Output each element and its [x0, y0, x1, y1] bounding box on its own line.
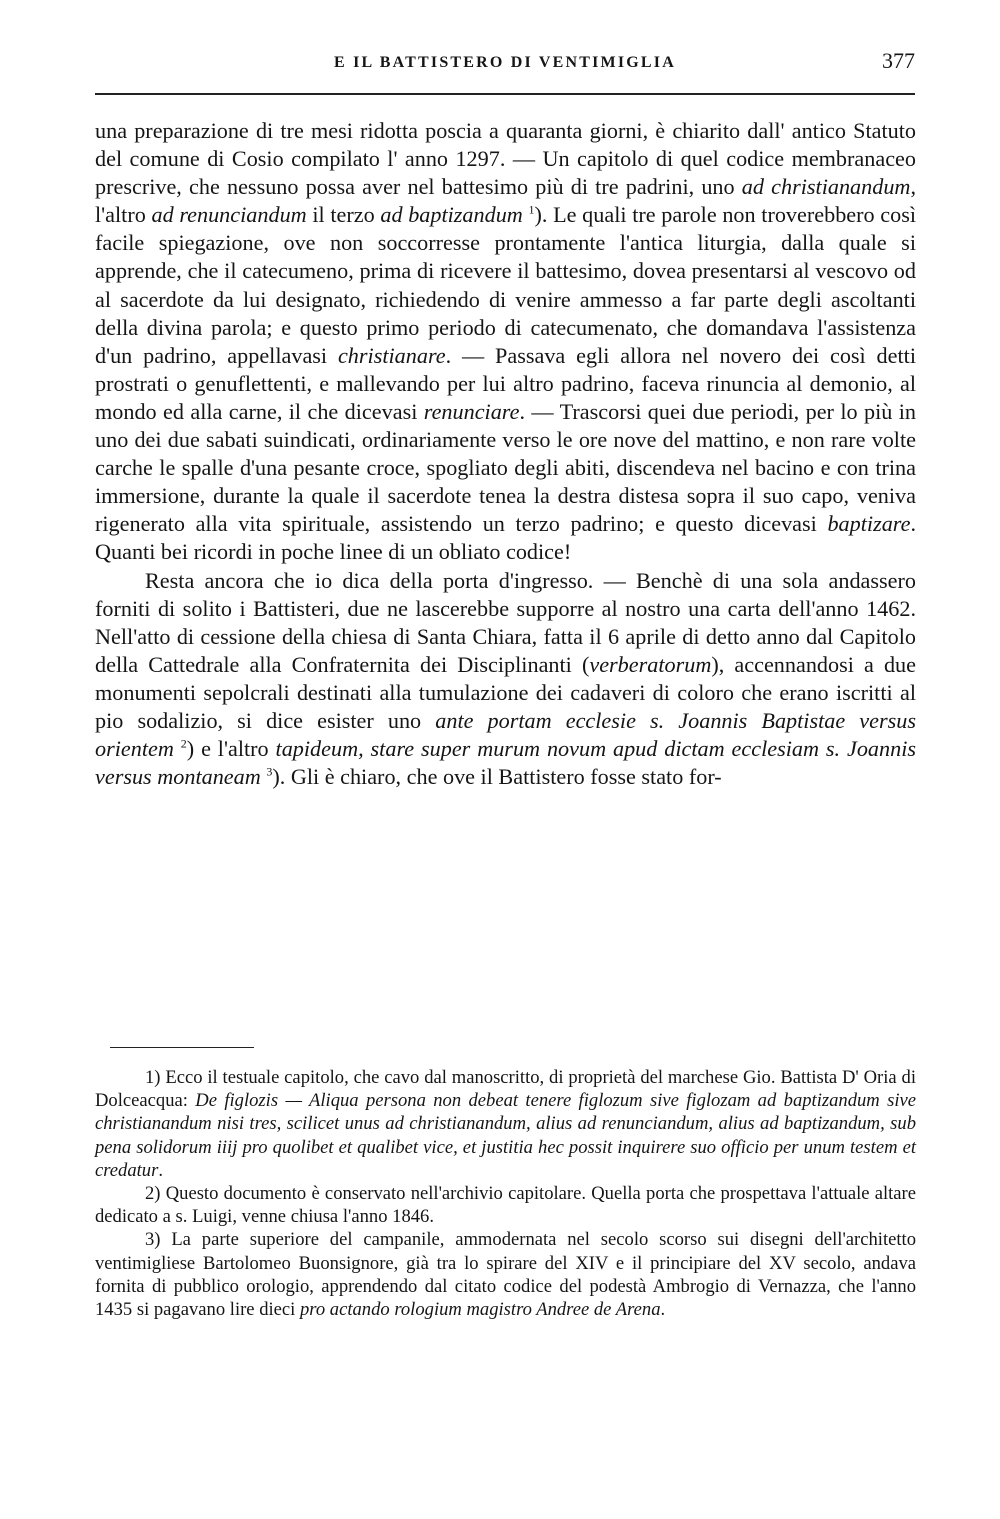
latin-term: baptizare [827, 511, 911, 537]
footnote-ref: 3 [266, 764, 273, 779]
paragraph: una preparazione di tre mesi ridotta poscia a quaranta giorni, è chiarito dall' antico Statuto del comune di Cosio compilato l' anno 1297. — Un capitolo di quel codice membranaceo prescrive, che nessuno possa aver nel battesimo più di tre padrini, uno ad christianandum, l'altro ad renunciandum il terzo ad baptizandum $^1$). Le quali tre parole non troverebbero così facile spiegazione, ove non soccorresse prontamente l'antica liturgia, dalla quale si apprende, che il catecumeno, prima di ricevere il battesimo, dovea presentarsi al vescovo od al sacerdote da lui designato, richiedendo di venire ammesso a far parte degli ascoltanti della divina parola; e questo primo periodo di catecumenato, che domandava l'assistenza d'un padrino, appellavasi christianare. — Passava egli allora nel novero dei così detti prostrati o genuflettenti, e mallevando per lui altro padrino, faceva rinuncia al demonio, al mondo ed alla carne, il che dicevasi renunciare. — Trascorsi quei due periodi, per lo più in uno dei due sabati suindicati, ordinariamente verso le ore nove del mattino, e non rare volte carche le spalle d'una pesante croce, spogliato degli abiti, discendeva nel bacino e con trina immersione, durante la quale il sacerdote tenea la destra distesa sopra il suo capo, veniva rigenerato alla vita spirituale, assistendo un terzo padrino; e questo dicevasi baptizare. Quanti bei ricordi in poche linee di un obliato codice! [95, 118, 917, 565]
paragraph: Resta ancora che io dica della porta d'ingresso. — Benchè di una sola andassero forniti di solito i Battisteri, due ne lascerebbe supporre al nostro una carta dell'anno 1462. Nell'atto di cessione della chiesa di Santa Chiara, fatta il 6 aprile di detto anno dal Capitolo della Cattedrale alla Confraternita dei Disciplinanti (verberatorum), accennandosi a due monumenti sepolcrali destinati alla tumulazione dei cadaveri di coloro che erano iscritti al pio sodalizio, si dice esister uno ante portam ecclesie s. Joannis Baptistae versus orientem $^2$) e l'altro tapideum, stare super murum novum apud dictam ecclesiam s. Joannis versus montaneam $^3$). Gli è chiaro, che ove il Battistero fosse stato for- [95, 567, 917, 790]
footnote-ref: 2 [180, 736, 187, 751]
latin-term: verberatorum [589, 651, 712, 677]
latin-term: christianare [337, 342, 446, 368]
footnote-ref: 1 [528, 202, 535, 217]
footnote-rule [110, 1047, 254, 1048]
footnotes [95, 1066, 916, 1321]
text-run: il terzo [306, 202, 381, 228]
latin-quote: tapideum, stare super murum novum apud dictam ecclesiam s. Joannis versus montaneam [95, 736, 917, 790]
footnote [95, 1066, 916, 1182]
latin-quote: ante portam ecclesie s. Joannis Baptistae versus orientem [95, 707, 916, 762]
text-run: . — Passava egli allora nel novero dei così detti prostrati o genuflettenti, e mallevando per lui altro padrino, faceva rinuncia al demonio, al mondo ed alla carne, il che dicevasi [95, 342, 916, 424]
text-run: 2) Questo documento è conservato nell'archivio capitolare. Quella porta che prospettava l'attuale altare dedicato a s. Luigi, venne chiusa l'anno 1846. [95, 1183, 916, 1228]
running-title: E IL BATTISTERO DI VENTIMIGLIA [334, 54, 676, 71]
latin-quote: De figlozis — Aliqua persona non debeat tenere figlozum sive figlozam ad baptizandum sive christianandum nisi tres, scilicet unus ad christianandum, alius ad renunciandum, alius ad baptizandum, sub pena solidorum iiij pro quolibet et qualibet vice, et justitia hec possit inquirere suo officio per unum testem et credatur [95, 1090, 916, 1181]
text-run: Resta ancora che io dica della porta d'ingresso. — Benchè di una sola andassero forniti di solito i Battisteri, due ne lascerebbe supporre al nostro una carta dell'anno 1462. Nell'atto di cessione della chiesa di Santa Chiara, fatta il 6 aprile di detto anno dal Capitolo della Cattedrale alla Confraternita dei Disciplinanti ( [95, 567, 916, 677]
text-run: . Le quali tre parole non troverebbero così facile spiegazione, ove non soccorresse prontamente l'antica liturgia, dalla quale si apprende, che il catecumeno, prima di ricevere il battesimo, dovea presentarsi al vescovo od al sacerdote da lui designato, richiedendo di venire ammesso a far parte degli ascoltanti della divina parola; e questo primo periodo di catecumenato, che domandava l'assistenza d'un padrino, appellavasi [95, 202, 917, 368]
header-rule [95, 93, 915, 95]
text-run: , l'altro [95, 174, 916, 228]
text-run: ), accennandosi a due monumenti sepolcrali destinati alla tumulazione dei cadaveri di coloro che erano iscritti al pio sodalizio, si dice esister uno [95, 651, 916, 733]
text-run: e l'altro [194, 736, 276, 762]
footnote [95, 1228, 916, 1321]
text-run: . — Trascorsi quei due periodi, per lo più in uno dei due sabati suindicati, ordinariamente verso le ore nove del mattino, e non rare volte carche le spalle d'una pesante croce, spogliato degli abiti, discendeva nel bacino e con trina immersione, durante la quale il sacerdote tenea la destra distesa sopra il suo capo, veniva rigenerato alla vita spirituale, assistendo un terzo padrino; e questo dicevasi [95, 398, 916, 537]
text-run: una preparazione di tre mesi ridotta poscia a quaranta giorni, è chiarito dall' antico Statuto del comune di Cosio compilato l' anno 1297. — Un capitolo di quel codice membranaceo prescrive, che nessuno possa aver nel battesimo più di tre padrini, uno [95, 118, 916, 200]
footnote [95, 1182, 916, 1228]
latin-term: ad renunciandum [151, 202, 307, 228]
page-header [95, 48, 915, 88]
text-run: . [660, 1299, 666, 1321]
page-number: 377 [882, 48, 915, 73]
text-run: 3) La parte superiore del campanile, ammodernata nel secolo scorso sui disegni dell'architetto ventimigliese Bartolomeo Buonsignore, già tra lo spirare del XIV e il principiare del XV secolo, andava fornita di pubblico orologio, apprendendo dal citato codice del podestà Ambrogio di Vernazza, che l'anno 1435 si pagavano lire dieci [95, 1229, 916, 1321]
latin-term: ad christianandum [741, 174, 911, 200]
text-run: . Quanti bei ricordi in poche linee di un obliato codice! [95, 511, 916, 565]
text-run: . [158, 1159, 164, 1181]
text-run: 1) Ecco il testuale capitolo, che cavo dal manoscritto, di proprietà del marchese Gio. Battista D' Oria di Dolceacqua: [95, 1067, 916, 1112]
latin-term: renunciare [423, 398, 520, 424]
text-run: . Gli è chiaro, che ove il Battistero fosse stato for- [279, 764, 722, 790]
latin-quote: pro actando rologium magistro Andree de Arena [300, 1299, 661, 1321]
latin-term: ad baptizandum [380, 202, 523, 228]
main-text [95, 117, 916, 791]
